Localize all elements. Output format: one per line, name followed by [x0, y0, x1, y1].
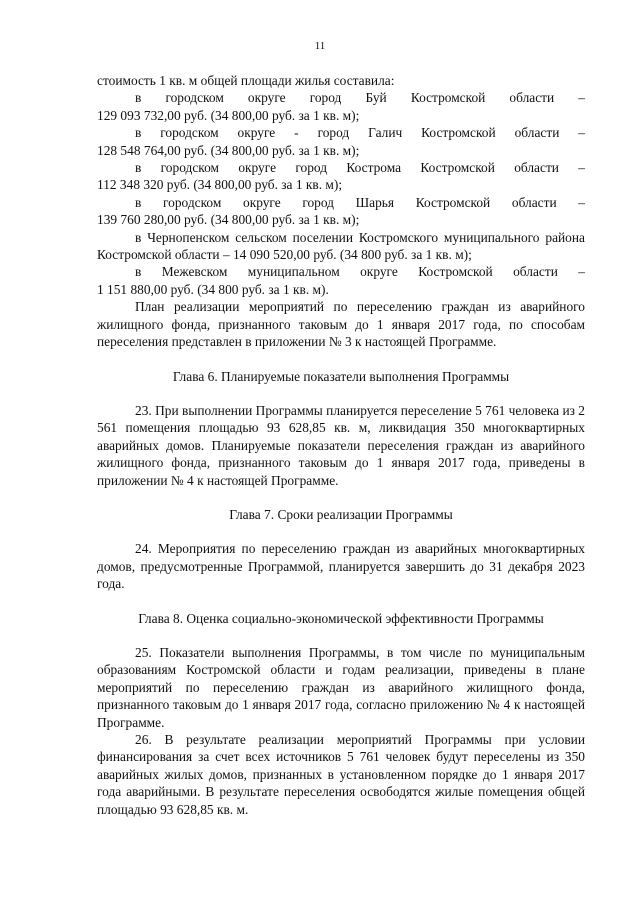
cost-line-mezha: в Межевском муниципальном округе Костромской области – — [135, 264, 585, 280]
cost-value-galich: 128 548 764,00 руб. (34 800,00 руб. за 1 кв. м); — [97, 142, 360, 158]
page-number: 11 — [314, 40, 326, 52]
cost-value-sharya: 139 760 280,00 руб. (34 800,00 руб. за 1 кв. м); — [97, 212, 360, 228]
cost-line-buy: в городском округе город Буй Костромской области – — [135, 90, 585, 106]
cost-line-sharya: в городском округе город Шарья Костромской области – — [135, 194, 585, 210]
cost-line-chernopensk: в Чернопенском сельском поселении Костромского муниципального района Костромской области – 14 090 520,00 руб. (34 800 руб. за 1 кв. м); — [97, 229, 585, 263]
chapter-6-title: Глава 6. Планируемые показатели выполнения Программы — [172, 368, 510, 384]
cost-line-galich: в городском округе - город Галич Костромской области – — [135, 125, 585, 141]
cost-value-mezha: 1 151 880,00 руб. (34 800 руб. за 1 кв. м). — [97, 281, 329, 297]
plan-paragraph: План реализации мероприятий по переселению граждан из аварийного жилищного фонда, признанного таковым до 1 января 2017 года, по способам переселения представлен в приложении № 3 к настоящей Программе. — [97, 299, 585, 350]
cost-line-kostroma: в городском округе город Кострома Костромской области – — [135, 160, 585, 176]
cost-value-kostroma: 112 348 320 руб. (34 800,00 руб. за 1 кв. м); — [97, 177, 343, 193]
chapter-7-title: Глава 7. Сроки реализации Программы — [229, 506, 453, 522]
paragraph-24: 24. Мероприятия по переселению граждан из аварийных многоквартирных домов, предусмотренные Программой, планируется завершить до 31 декабря 2023 года. — [97, 541, 585, 592]
paragraph-25: 25. Показатели выполнения Программы, в том числе по муниципальным образованиям Костромской области и годам реализации, приведены в плане мероприятий по переселению граждан из аварийного жилищного фонда, признанного таковым до 1 января 2017 года, согласно приложению № 4 к настоящей Программе. — [97, 644, 585, 730]
cost-intro: стоимость 1 кв. м общей площади жилья составила: — [97, 73, 395, 88]
paragraph-23: 23. При выполнении Программы планируется переселение 5 761 человека из 2 561 помещения площадью 93 628,85 кв. м, ликвидация 350 многоквартирных аварийных домов. Планируемые показатели переселения граждан из аварийного жилищного фонда, признанного таковым до 1 января 2017 года, приведены в приложении № 4 к настоящей Программе. — [97, 402, 585, 488]
chapter-8-title: Глава 8. Оценка социально-экономической эффективности Программы — [138, 610, 544, 626]
paragraph-26: 26. В результате реализации мероприятий Программы при условии финансирования за счет всех источников 5 761 человек будут переселены из 350 аварийных жилых домов, признанных в установленном порядке до 1 января 2017 года аварийными. В результате переселения освободятся жилые помещения общей площадью 93 628,85 кв. м. — [97, 732, 585, 817]
document-body — [97, 72, 585, 818]
cost-value-buy: 129 093 732,00 руб. (34 800,00 руб. за 1 кв. м); — [97, 107, 360, 123]
